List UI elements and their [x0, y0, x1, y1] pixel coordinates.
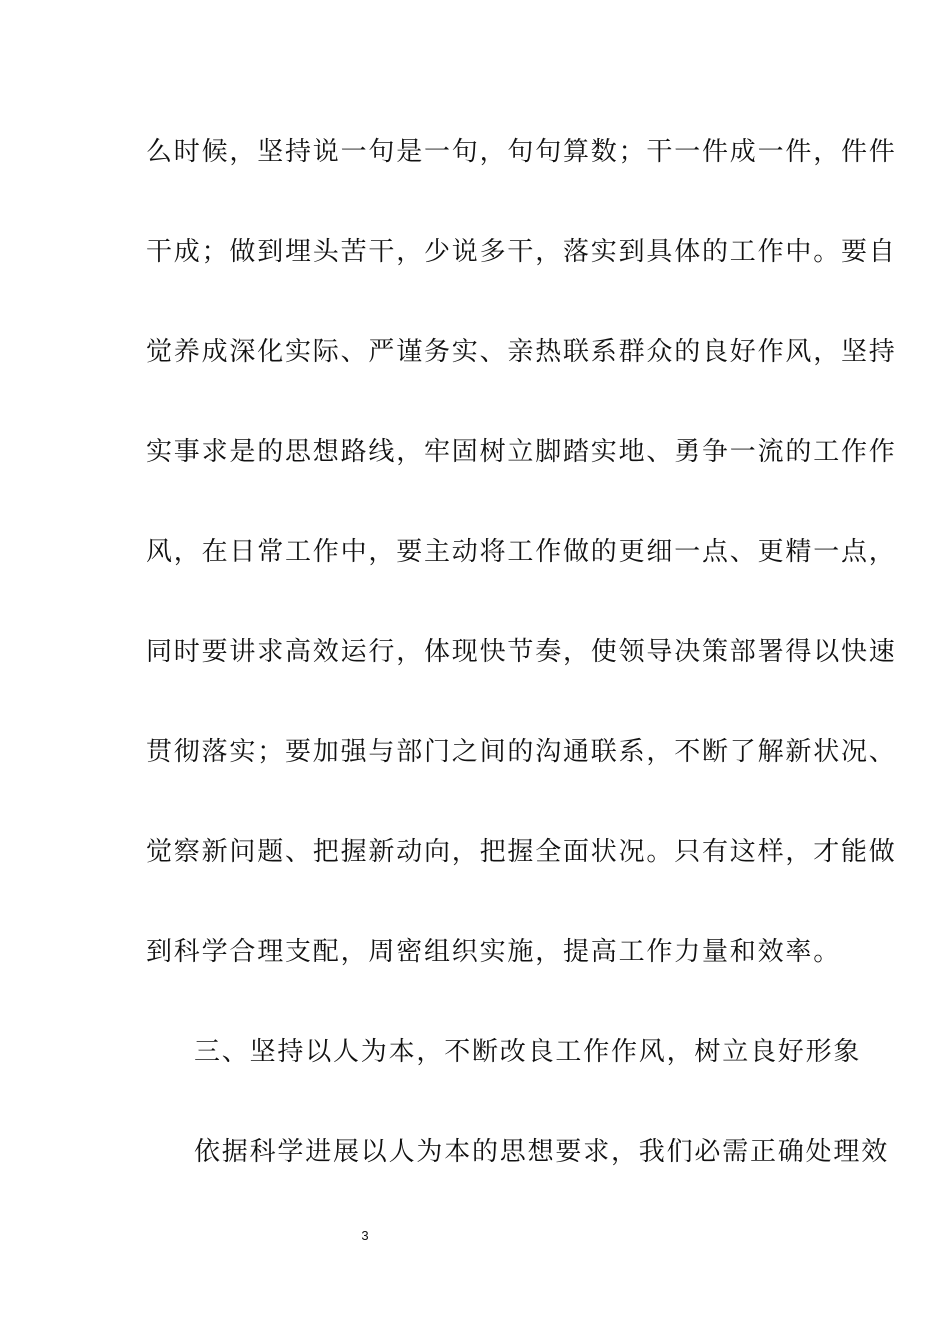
body-text-line: 实事求是的思想路线，牢固树立脚踏实地、勇争一流的工作作: [146, 437, 897, 467]
page-number: 3: [361, 1228, 369, 1243]
body-text-line: 干成；做到埋头苦干，少说多干，落实到具体的工作中。要自: [146, 237, 897, 267]
body-text-line: 觉养成深化实际、严谨务实、亲热联系群众的良好作风，坚持: [146, 337, 897, 367]
body-text-line: 觉察新问题、把握新动向，把握全面状况。只有这样，才能做: [146, 837, 897, 867]
body-text-line: 风，在日常工作中，要主动将工作做的更细一点、更精一点，: [146, 537, 897, 567]
body-text-line: 同时要讲求高效运行，体现快节奏，使领导决策部署得以快速: [146, 637, 897, 667]
body-text-line: 么时候，坚持说一句是一句，句句算数；干一件成一件，件件: [146, 137, 897, 167]
body-text-line: 到科学合理支配，周密组织实施，提高工作力量和效率。: [146, 937, 842, 967]
body-text-line: 贯彻落实；要加强与部门之间的沟通联系，不断了解新状况、: [146, 737, 897, 767]
paragraph-start: 依据科学进展以人为本的思想要求，我们必需正确处理效: [194, 1137, 890, 1167]
section-heading: 三、坚持以人为本，不断改良工作作风，树立良好形象: [194, 1037, 862, 1067]
